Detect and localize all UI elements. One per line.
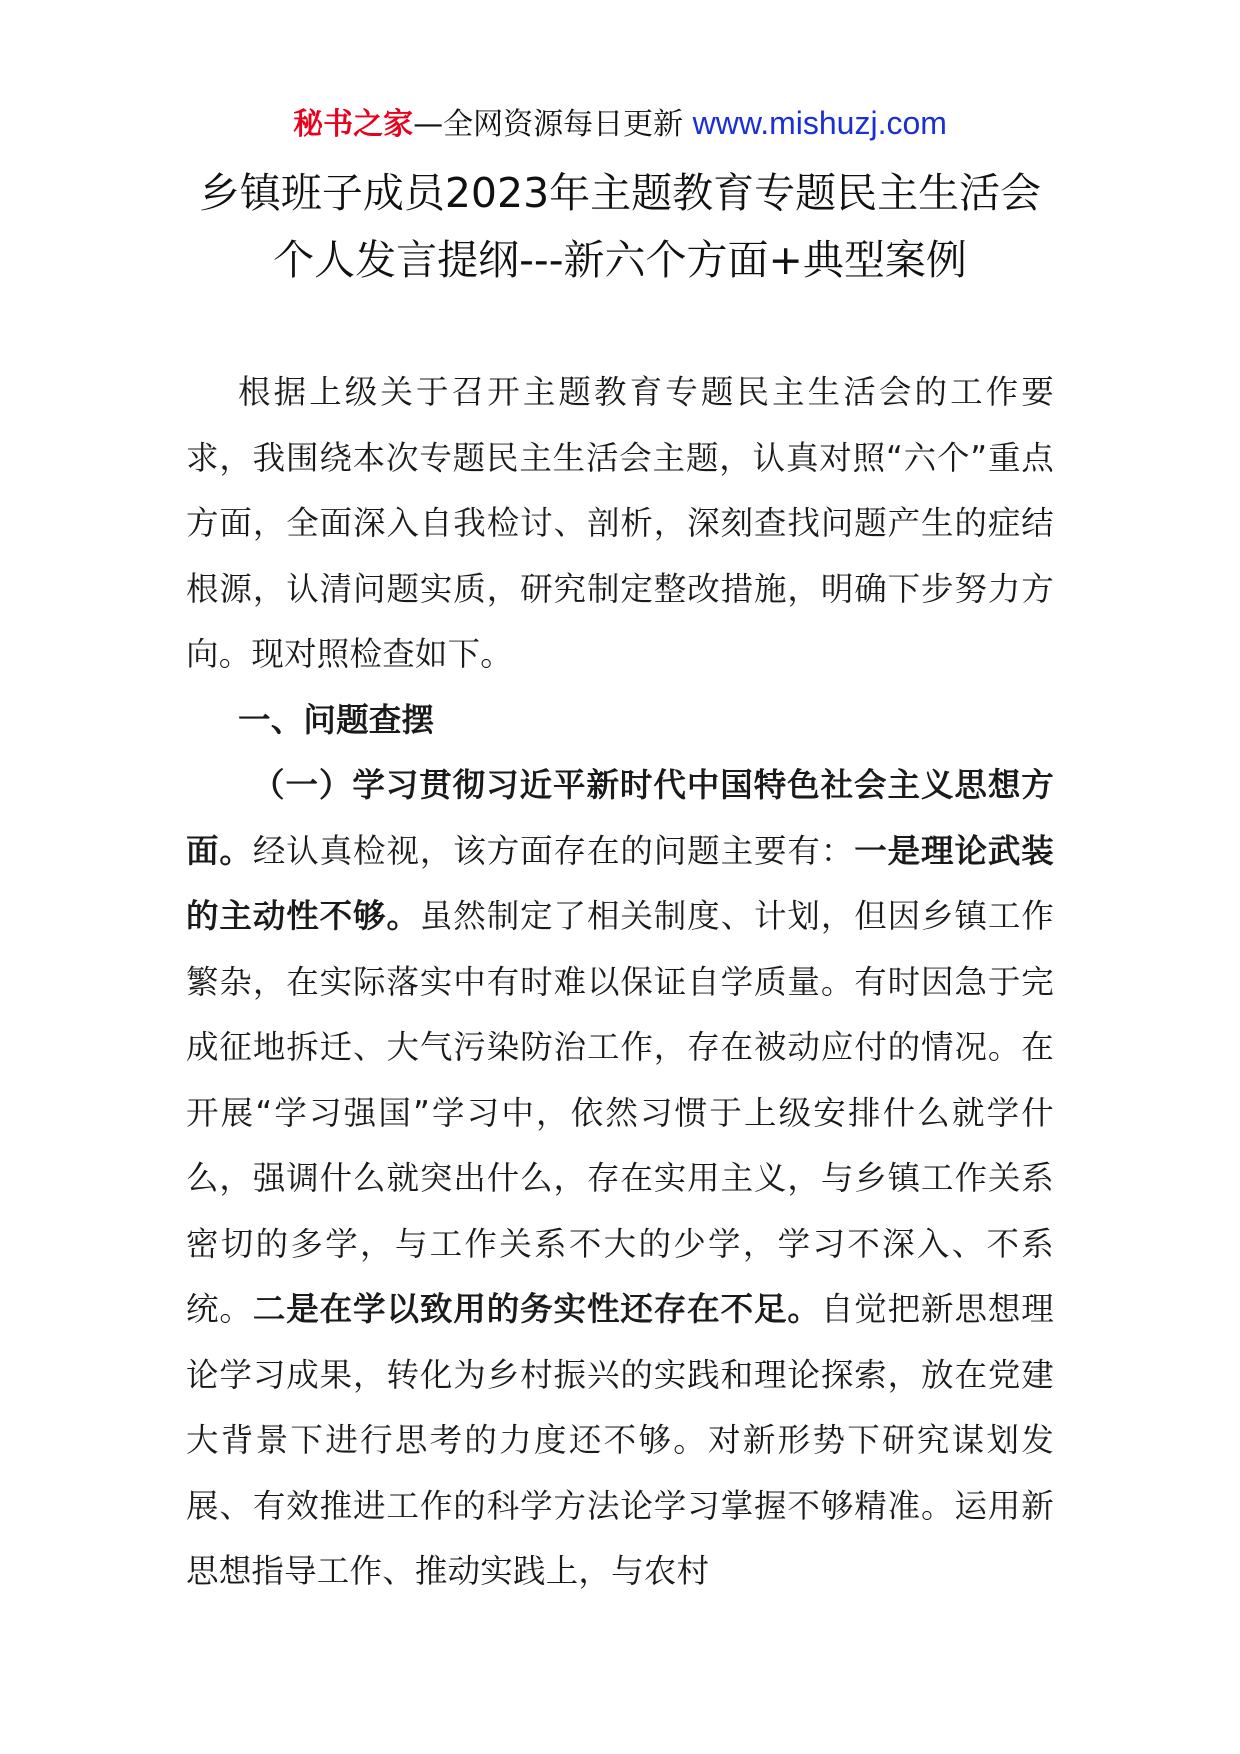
subsection-text: 经认真检视，该方面存在的问题主要有：	[252, 831, 855, 870]
point-2-text: 自觉把新思想理论学习成果，转化为乡村振兴的实践和理论探索，放在党建大背景下进行思考的力度还不够。对新形势下研究谋划发展、有效推进工作的科学方法论学习掌握不够精准。运用新思想指导工作、推动实践上，与农村	[186, 1290, 1054, 1590]
site-url-link[interactable]: www.mishuzj.com	[692, 105, 947, 141]
section-heading: 一、问题查摆	[238, 700, 435, 739]
title-line-2: 个人发言提纲---新六个方面+典型案例	[273, 236, 967, 284]
document-title	[0, 160, 1240, 294]
point-1-text: 虽然制定了相关制度、计划，但因乡镇工作繁杂，在实际落实中有时难以保证自学质量。有时因急于完成征地拆迁、大气污染防治工作，存在被动应付的情况。在开展“学习强国”学习中，依然习惯于上级安排什么就学什么，强调什么就突出什么，存在实用主义，与乡镇工作关系密切的多学，与工作关系不大的少学，学习不深入、不系统。	[186, 897, 1054, 1328]
title-line-1: 乡镇班子成员2023年主题教育专题民主生活会	[198, 169, 1042, 217]
subsection-paragraph	[186, 753, 1054, 1605]
subsection-heading: （一）学习贯彻习近平新时代中国特色社会主义思想方面。	[186, 766, 1054, 870]
brand-name: 秘书之家	[293, 107, 414, 142]
site-header	[0, 100, 1240, 148]
point-1-heading: 一是理论武装的主动性不够。	[186, 831, 1054, 935]
header-tagline: —全网资源每日更新	[413, 107, 693, 142]
document-body	[186, 360, 1054, 1605]
intro-paragraph: 根据上级关于召开主题教育专题民主生活会的工作要求，我围绕本次专题民主生活会主题，认真对照“六个”重点方面，全面深入自我检讨、剖析，深刻查找问题产生的症结根源，认清问题实质，研究制定整改措施，明确下步努力方向。现对照检查如下。	[186, 373, 1054, 673]
point-2-heading: 二是在学以致用的务实性还存在不足。	[252, 1290, 821, 1328]
